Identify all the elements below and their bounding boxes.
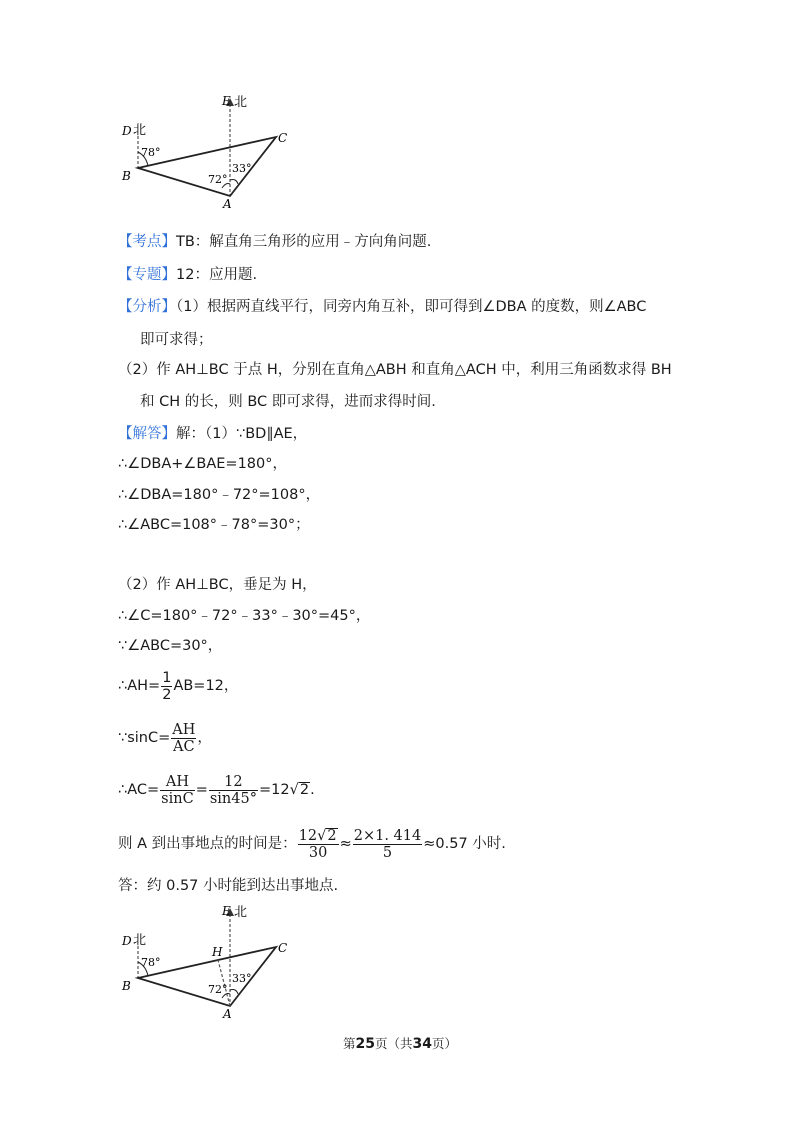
label-e: E — [222, 94, 231, 108]
fenxi-line-2: 即可求得； — [140, 332, 213, 348]
label-angle-72: 72° — [208, 983, 228, 996]
time-prefix: 则 A 到出事地点的时间是： — [118, 836, 297, 852]
fraction-den: sinC — [161, 790, 194, 807]
label-c: C — [278, 131, 288, 145]
label-e: E — [222, 904, 231, 918]
label-angle-78: 78° — [141, 146, 161, 159]
fraction-one-half — [161, 670, 172, 703]
label-angle-33: 33° — [232, 162, 252, 175]
ac-prefix: ∴AC= — [118, 782, 160, 798]
page-footer — [0, 1034, 800, 1052]
fraction-den: 30 — [308, 844, 328, 861]
fenxi-text-1: （1）根据两直线平行，同旁内角互补，即可得到∠DBA 的度数，则∠ABC — [176, 299, 647, 315]
fraction-den: AC — [173, 738, 195, 755]
jieda-line-12: 答：约 0.57 小时能到达出事地点. — [118, 878, 339, 894]
footer-pre: 第 — [342, 1036, 356, 1051]
label-north-e: 北 — [234, 905, 248, 920]
fraction-den: 5 — [382, 844, 393, 861]
label-h: H — [212, 945, 223, 959]
label-d: D — [122, 934, 132, 948]
label-c: C — [278, 941, 288, 955]
approx-sign: ≈ — [339, 836, 352, 852]
fraction-ah-sinc — [160, 774, 195, 807]
fraction-ah-ac — [171, 722, 196, 755]
jieda-line-10 — [118, 772, 315, 808]
fraction-12-sin45 — [209, 774, 258, 807]
fraction-time — [298, 828, 339, 861]
fraction-num: 1 — [162, 669, 172, 686]
jieda-line-4: ∴∠ABC=108°﹣78°=30°； — [118, 517, 310, 533]
zhuanti-line — [118, 265, 257, 285]
fraction-den: 2 — [162, 686, 172, 703]
sqrt-radicand: 2 — [327, 827, 337, 844]
equals-sign: = — [195, 782, 208, 798]
angle-arc-33 — [230, 990, 238, 995]
jieda-text-1: 解：（1）∵BD∥AE， — [176, 426, 308, 442]
fraction-num: 2×1. 414 — [353, 827, 422, 844]
ah-prefix: ∴AH= — [118, 678, 161, 694]
jieda-label: 【解答】 — [118, 426, 176, 442]
footer-post: 页） — [431, 1036, 457, 1051]
sqrt-symbol: √ — [289, 782, 299, 798]
jieda-line-5: （2）作 AH⊥BC，垂足为 H， — [118, 577, 317, 593]
jieda-line-1 — [118, 424, 307, 444]
footer-total-pages: 34 — [412, 1036, 432, 1052]
jieda-line-9 — [118, 720, 212, 756]
label-north-d: 北 — [133, 933, 147, 948]
fenxi-line-4: 和 CH 的长，则 BC 即可求得，进而求得时间. — [140, 394, 436, 410]
sqrt-radicand: 2 — [299, 782, 310, 798]
fraction-num — [298, 828, 339, 845]
kaodian-line — [118, 232, 431, 252]
label-b: B — [122, 169, 131, 183]
label-a: A — [223, 1007, 232, 1020]
sinc-prefix: ∵sinC= — [118, 730, 171, 746]
fenxi-label: 【分析】 — [118, 299, 176, 315]
label-angle-78: 78° — [141, 956, 161, 969]
direction-figure-1 — [110, 90, 310, 210]
fraction-num: 12 — [209, 774, 258, 791]
jieda-line-3: ∴∠DBA=180°﹣72°=108°， — [118, 487, 321, 503]
jieda-line-7: ∵∠ABC=30°， — [118, 638, 223, 654]
zhuanti-label: 【专题】 — [118, 267, 176, 283]
fraction-den: sin45° — [209, 790, 257, 807]
label-d: D — [122, 124, 132, 138]
angle-arc-33 — [230, 180, 238, 185]
ac-end: . — [310, 782, 315, 798]
jieda-line-11 — [118, 826, 506, 862]
label-angle-72: 72° — [208, 173, 228, 186]
footer-mid: 页（共 — [374, 1036, 413, 1051]
jieda-line-2: ∴∠DBA+∠BAE=180°， — [118, 456, 288, 472]
ah-suffix: AB=12， — [173, 678, 239, 694]
fraction-approx — [353, 828, 423, 861]
fenxi-line-3: （2）作 AH⊥BC 于点 H，分别在直角△ABH 和直角△ACH 中，利用三角函数求得 BH — [118, 362, 672, 378]
label-angle-33: 33° — [232, 972, 252, 985]
sinc-suffix: ， — [197, 730, 212, 746]
num-coefficient: 12 — [298, 827, 318, 844]
kaodian-label: 【考点】 — [118, 234, 176, 250]
ac-result: =12 — [258, 782, 290, 798]
zhuanti-text: 12：应用题. — [176, 267, 258, 283]
direction-figure-2 — [110, 900, 310, 1020]
jieda-line-6: ∴∠C=180°﹣72°﹣33°﹣30°=45°， — [118, 608, 371, 624]
sqrt-symbol: √ — [317, 827, 327, 844]
time-result: ≈0.57 小时. — [423, 836, 506, 852]
label-north-e: 北 — [234, 95, 248, 110]
fraction-num: AH — [160, 774, 195, 791]
fraction-num: AH — [172, 721, 196, 738]
jieda-line-8 — [118, 668, 238, 704]
kaodian-text: TB：解直角三角形的应用﹣方向角问题. — [176, 234, 432, 250]
label-north-d: 北 — [133, 123, 147, 138]
fenxi-line-1 — [118, 297, 646, 317]
footer-page-number: 25 — [355, 1036, 375, 1052]
label-a: A — [223, 197, 232, 210]
label-b: B — [122, 979, 131, 993]
